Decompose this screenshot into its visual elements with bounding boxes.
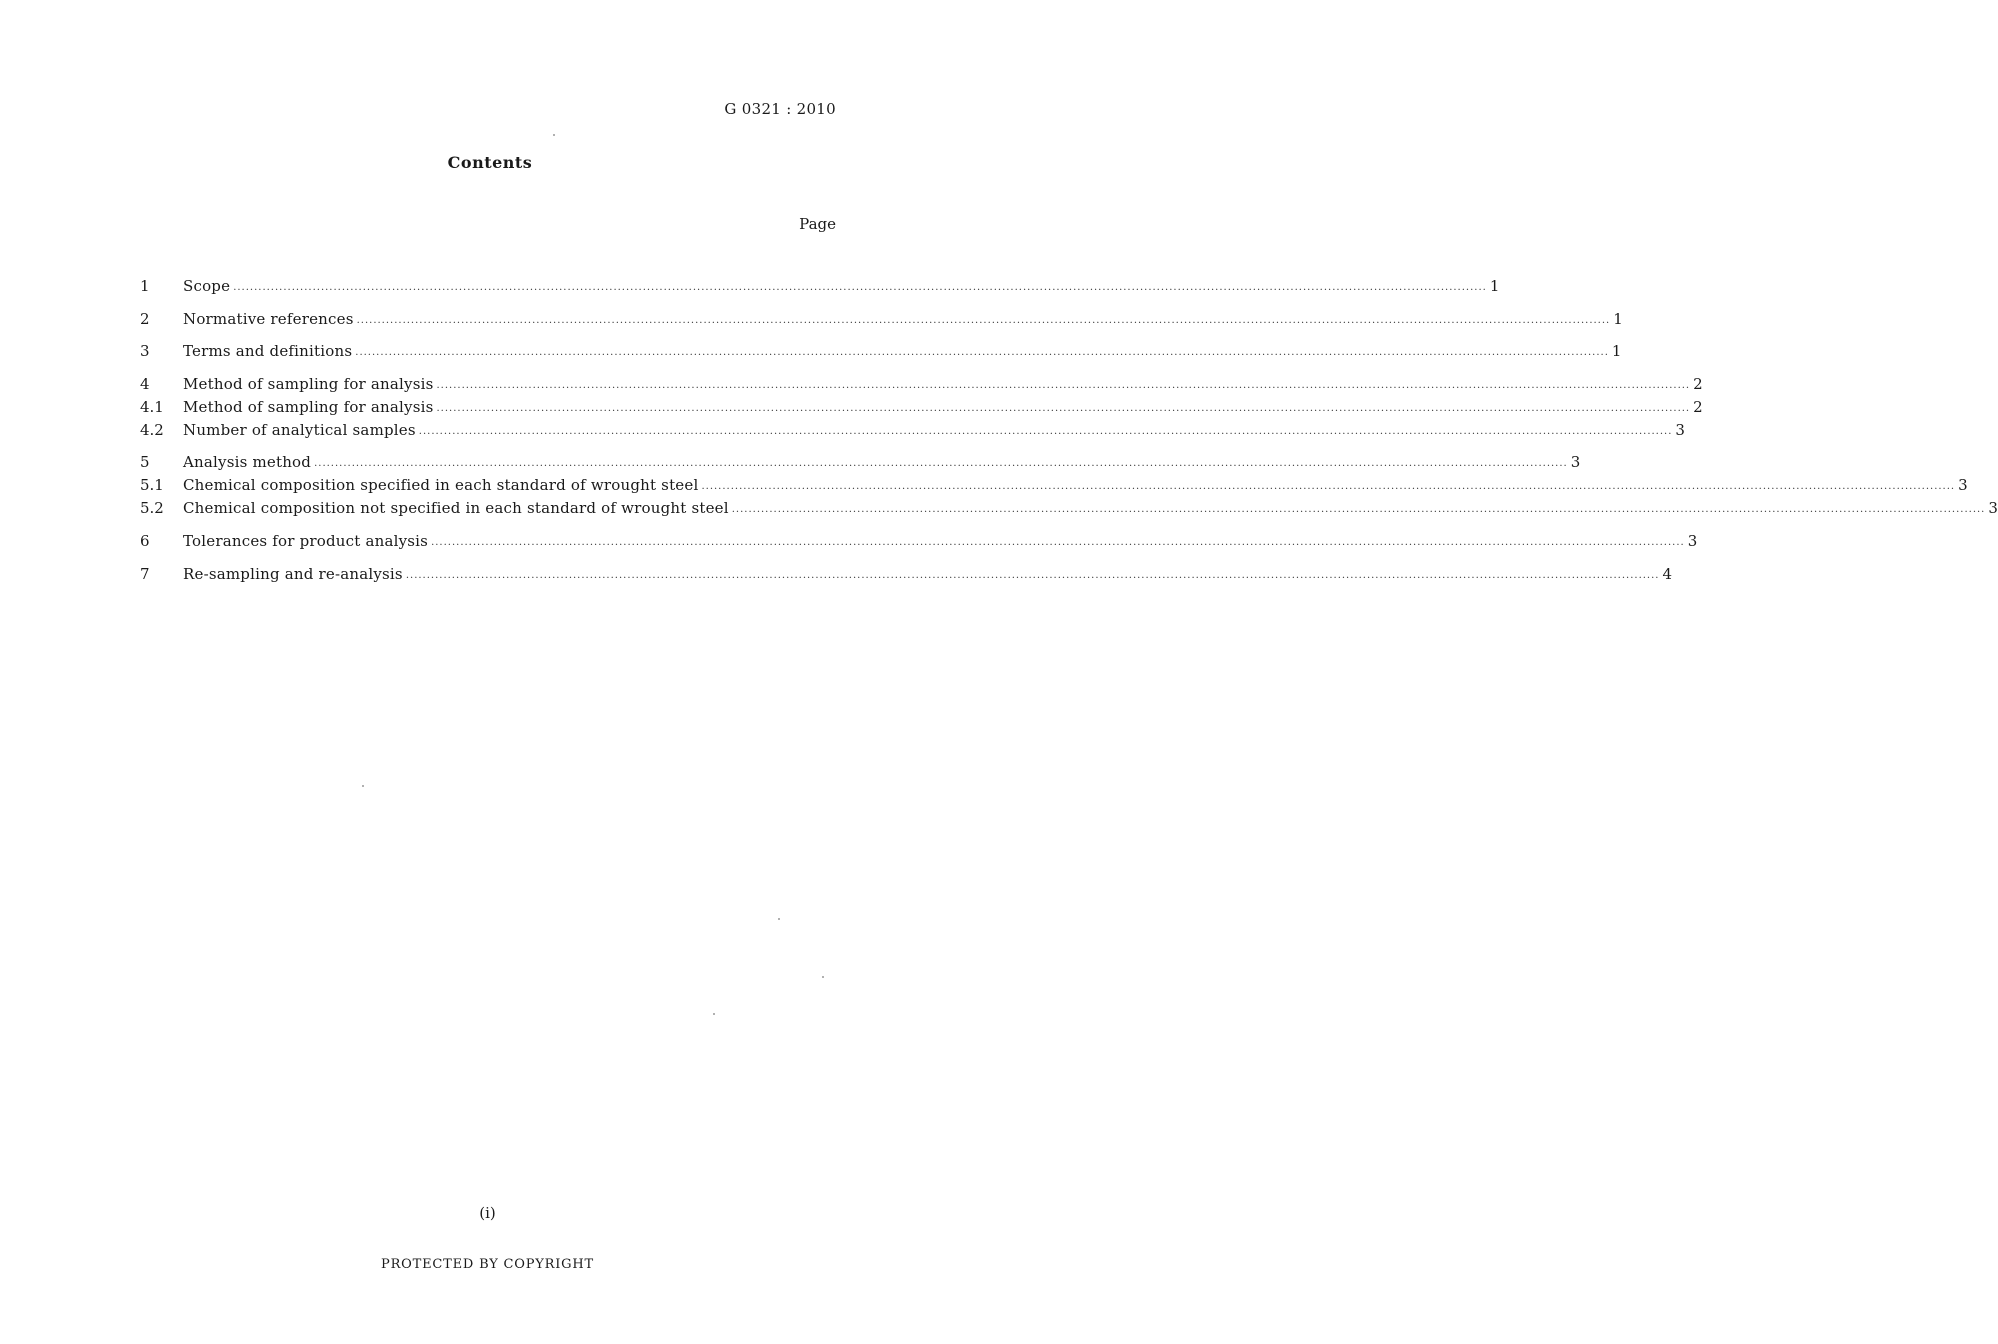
toc-entry-number: 5.1 — [140, 476, 164, 494]
toc-entry-page: 4 — [1662, 565, 1673, 583]
toc-entry-page: 3 — [1988, 499, 1998, 517]
toc-entry-number: 6 — [140, 532, 150, 550]
toc-entry[interactable] — [140, 564, 1673, 587]
toc-entry[interactable] — [140, 309, 1623, 332]
scan-speck — [362, 785, 364, 787]
toc-entry-page: 1 — [1489, 277, 1500, 295]
toc-entry[interactable] — [140, 341, 1622, 364]
toc-entry-title: Analysis method — [183, 453, 312, 471]
toc-entry-title: Normative references — [183, 310, 354, 328]
toc-entry-number: 4.1 — [140, 398, 164, 416]
toc-entry-page: 2 — [1693, 375, 1703, 393]
toc-entry-title: Chemical composition not specified in each standard of wrought steel — [183, 499, 729, 517]
toc-entry-title: Method of sampling for analysis — [183, 398, 434, 416]
dot-leader: ............................................................................................................................................................................................................................................................................................................ — [418, 426, 1673, 437]
toc-entry[interactable] — [140, 475, 1968, 498]
page-title: Contents — [447, 153, 533, 172]
toc-entry-number: 4.2 — [140, 421, 164, 439]
toc-entry-page: 1 — [1611, 342, 1622, 360]
toc-entry-number: 1 — [140, 277, 150, 295]
dot-leader: ............................................................................................................................................................................................................................................................................................................ — [405, 570, 1660, 581]
dot-leader: ............................................................................................................................................................................................................................................................................................................ — [356, 315, 1611, 326]
toc-entry-number: 7 — [140, 565, 150, 583]
toc-entry-page: 2 — [1693, 398, 1703, 416]
toc-entry[interactable] — [140, 397, 1703, 420]
toc-entry-number: 2 — [140, 310, 150, 328]
toc-entry-page: 3 — [1958, 476, 1968, 494]
toc-entry-title: Number of analytical samples — [183, 421, 416, 439]
dot-leader: ............................................................................................................................................................................................................................................................................................................ — [731, 504, 1986, 515]
toc-entry[interactable] — [140, 276, 1500, 299]
toc-entry-number: 4 — [140, 375, 150, 393]
scan-speck — [778, 918, 780, 920]
document-number: G 0321 : 2010 — [724, 100, 836, 118]
toc-entry[interactable] — [140, 498, 1998, 521]
dot-leader: ............................................................................................................................................................................................................................................................................................................ — [355, 347, 1609, 358]
toc-entry-title: Re-sampling and re-analysis — [183, 565, 403, 583]
toc-entry-page: 3 — [1687, 532, 1698, 550]
toc-entry-page: 3 — [1570, 453, 1581, 471]
toc-entry-page: 3 — [1675, 421, 1685, 439]
toc-entry-number: 5 — [140, 453, 150, 471]
toc-entry-title: Tolerances for product analysis — [183, 532, 429, 550]
toc-entry[interactable] — [140, 531, 1698, 554]
scan-speck — [553, 134, 555, 136]
toc-entry[interactable] — [140, 374, 1703, 397]
dot-leader: ............................................................................................................................................................................................................................................................................................................ — [431, 537, 1685, 548]
toc-entry-page: 1 — [1613, 310, 1623, 328]
page-column-header: Page — [799, 215, 836, 233]
dot-leader: ............................................................................................................................................................................................................................................................................................................ — [436, 403, 1691, 414]
toc-entry-title: Chemical composition specified in each standard of wrought steel — [183, 476, 699, 494]
toc-entry-title: Scope — [183, 277, 231, 295]
toc-entry[interactable] — [140, 420, 1685, 443]
toc-entry-number: 5.2 — [140, 499, 164, 517]
dot-leader: ............................................................................................................................................................................................................................................................................................................ — [314, 458, 1568, 469]
scan-speck — [822, 976, 824, 978]
toc-entry-title: Terms and definitions — [183, 342, 353, 360]
toc-entry[interactable] — [140, 452, 1581, 475]
page-number: (i) — [479, 1204, 496, 1222]
dot-leader: ............................................................................................................................................................................................................................................................................................................ — [701, 481, 1956, 492]
toc-entry-title: Method of sampling for analysis — [183, 375, 434, 393]
copyright-notice: PROTECTED BY COPYRIGHT — [381, 1257, 594, 1272]
dot-leader: ............................................................................................................................................................................................................................................................................................................ — [233, 282, 1487, 293]
toc-entry-number: 3 — [140, 342, 150, 360]
scan-speck — [713, 1013, 715, 1015]
dot-leader: ............................................................................................................................................................................................................................................................................................................ — [436, 380, 1691, 391]
